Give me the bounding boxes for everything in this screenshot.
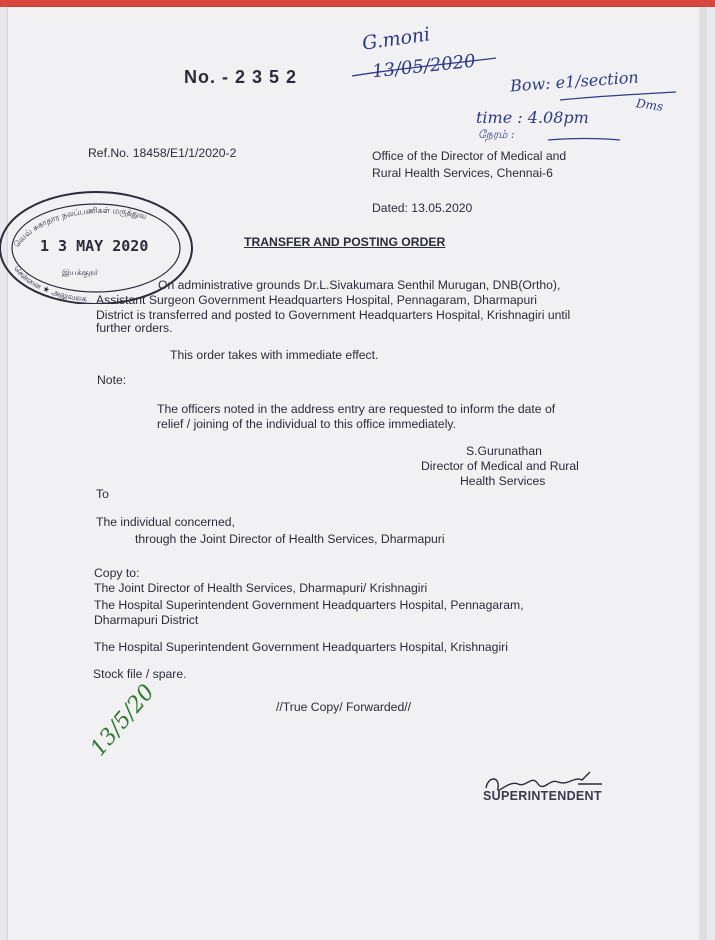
handwritten-received-by: G.moni bbox=[360, 23, 432, 55]
signatory-title-1: Director of Medical and Rural bbox=[421, 459, 579, 473]
copy-line-4: The Hospital Superintendent Government Headquarters Hospital, Krishnagiri bbox=[94, 640, 508, 654]
body-line-4: further orders. bbox=[96, 321, 173, 335]
handwritten-received-date: 13/05/2020 bbox=[371, 50, 477, 83]
body-line-2: Assistant Surgeon Government Headquarters Hospital, Pennagaram, Dharmapuri bbox=[96, 293, 538, 307]
seal-center-text: இயக்குநர் bbox=[62, 268, 99, 277]
handwritten-side-date: 13/5/20 bbox=[86, 680, 160, 762]
seal-date: 1 3 MAY 2020 bbox=[40, 237, 149, 255]
seal-arc-path: வெவ் சுகாதார நலப்பணிகள் மருத்துவ bbox=[12, 205, 148, 249]
handwritten-underline-marks bbox=[0, 0, 715, 160]
handwritten-tamil-note: நேரம் : bbox=[478, 128, 515, 141]
to-line-1: The individual concerned, bbox=[96, 515, 235, 529]
body-line-3: District is transferred and posted to Government Headquarters Hospital, Krishnagiri until bbox=[96, 308, 571, 322]
superintendent-label: SUPERINTENDENT bbox=[483, 789, 602, 803]
to-label: To bbox=[96, 487, 109, 501]
office-line-2: Rural Health Services, Chennai-6 bbox=[372, 166, 553, 180]
to-line-2: through the Joint Director of Health Services, Dharmapuri bbox=[135, 532, 445, 546]
ref-number: Ref.No. 18458/E1/1/2020-2 bbox=[88, 146, 237, 160]
letter-number: No. - 2 3 5 2 bbox=[184, 67, 298, 87]
note-label: Note: bbox=[97, 373, 127, 387]
dated: Dated: 13.05.2020 bbox=[372, 201, 473, 215]
signatory-title-2: Health Services bbox=[460, 474, 546, 488]
seal-lower-path: சென்னை ★ அலுவலக bbox=[12, 263, 88, 304]
copy-line-2: The Hospital Superintendent Government Headquarters Hospital, Pennagaram, bbox=[94, 598, 524, 612]
order-title: TRANSFER AND POSTING ORDER bbox=[244, 235, 446, 249]
office-seal-stamp bbox=[0, 184, 200, 304]
true-copy: //True Copy/ Forwarded// bbox=[276, 700, 412, 714]
copy-line-3: Dharmapuri District bbox=[94, 613, 199, 627]
stock-file: Stock file / spare. bbox=[93, 667, 187, 681]
handwritten-section-note: Bow: e1/section bbox=[509, 67, 640, 96]
signatory-name: S.Gurunathan bbox=[466, 444, 542, 458]
copy-label: Copy to: bbox=[94, 566, 140, 580]
body-line-1: On administrative grounds Dr.L.Sivakumara Senthil Murugan, DNB(Ortho), bbox=[158, 278, 561, 292]
handwritten-dms-note: Dms bbox=[635, 96, 665, 114]
immediate-effect: This order takes with immediate effect. bbox=[170, 348, 379, 362]
note-line-1: The officers noted in the address entry are requested to inform the date of bbox=[157, 402, 556, 416]
copy-line-1: The Joint Director of Health Services, Dharmapuri/ Krishnagiri bbox=[94, 581, 428, 595]
handwritten-time-note: time : 4.08pm bbox=[476, 108, 589, 127]
note-line-2: relief / joining of the individual to this office immediately. bbox=[157, 417, 456, 431]
office-line-1: Office of the Director of Medical and bbox=[372, 149, 567, 163]
